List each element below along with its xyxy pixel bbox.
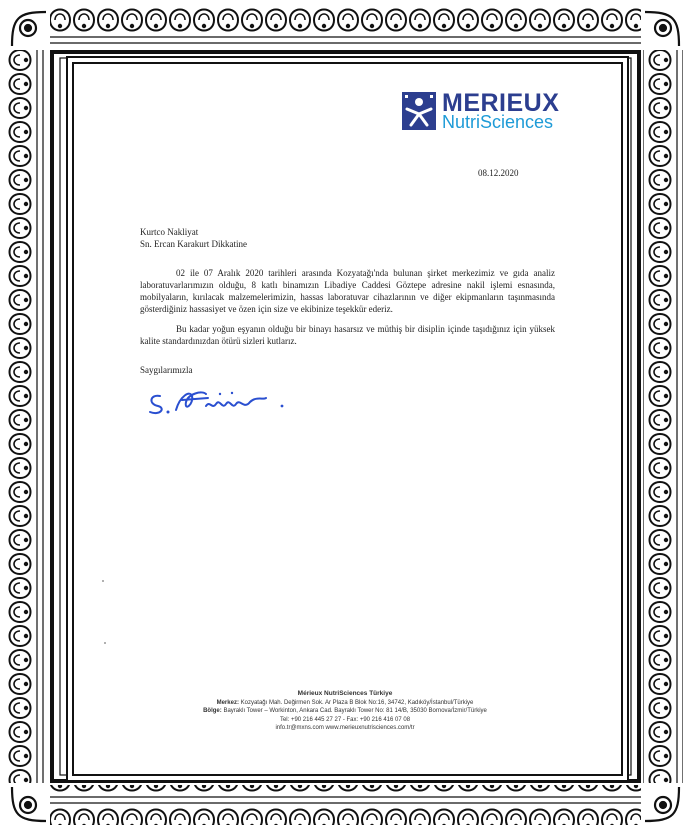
logo-mark: [402, 92, 436, 130]
footer-merkez-label: Merkez:: [216, 699, 239, 706]
recipient-block: [140, 226, 247, 250]
body-paragraph-2: Bu kadar yoğun eşyanın olduğu bir binayı hasarsız ve müthiş bir disiplin içinde taşıdığınız için yüksek kalite standardınızdan ötürü sizleri kutlarız.: [140, 324, 555, 346]
letter-footer: [150, 690, 540, 733]
footer-bolge-address: Bayraklı Tower – Workinton, Ankara Cad. Bayraklı Tower No: 81 14/B, 35030 Bornova/İzmir/Türkiye: [223, 708, 487, 714]
footer-company: Mérieux NutriSciences Türkiye: [297, 690, 393, 697]
logo-text-merieux: MERIEUX: [442, 89, 560, 117]
footer-bolge: [150, 707, 540, 716]
recipient-attention: Sn. Ercan Karakurt Dikkatine: [140, 239, 247, 249]
footer-bolge-label: Bölge:: [203, 708, 222, 714]
company-logo: [402, 89, 577, 132]
handwritten-signature: [146, 382, 296, 422]
body-paragraph-1: 02 ile 07 Aralık 2020 tarihleri arasında Kozyatağı'nda bulunan şirket merkezimiz ve gıda analiz laboratuvarlarımızın olduğu, 8 katlı binamızın Libadiye Caddesi Göztepe adresine nakil işlemi esnasında, mobilyaların, kırılacak malzemelerimizin, hassas laboratuvar cihazlarının ve diğer ekipmanların taşınmasında gösterdiğiniz hassasiyet ve özen için size ve ekibinize teşekkür ederiz.: [140, 268, 555, 314]
footer-merkez-address: Kozyatağı Mah. Değirmen Sok. Ar Plaza B Blok No:16, 34742, Kadıköy/İstanbul/Türkiye: [240, 699, 474, 706]
letter-body: [140, 267, 555, 355]
scan-speck: [102, 580, 104, 582]
letter-date: 08.12.2020: [478, 168, 519, 178]
footer-merkez: [150, 699, 540, 708]
footer-phone: Tel: +90 216 445 27 27 - Fax: +90 216 416 07 08: [279, 716, 411, 723]
closing-salutation: Saygılarımızla: [140, 365, 193, 375]
footer-web: info.tr@mxns.com www.merieuxnutrisciences.com/tr: [275, 725, 415, 731]
logo-text-nutrisciences: NutriSciences: [442, 112, 554, 132]
scan-speck: [104, 642, 106, 644]
recipient-company: Kurtco Nakliyat: [140, 227, 199, 237]
